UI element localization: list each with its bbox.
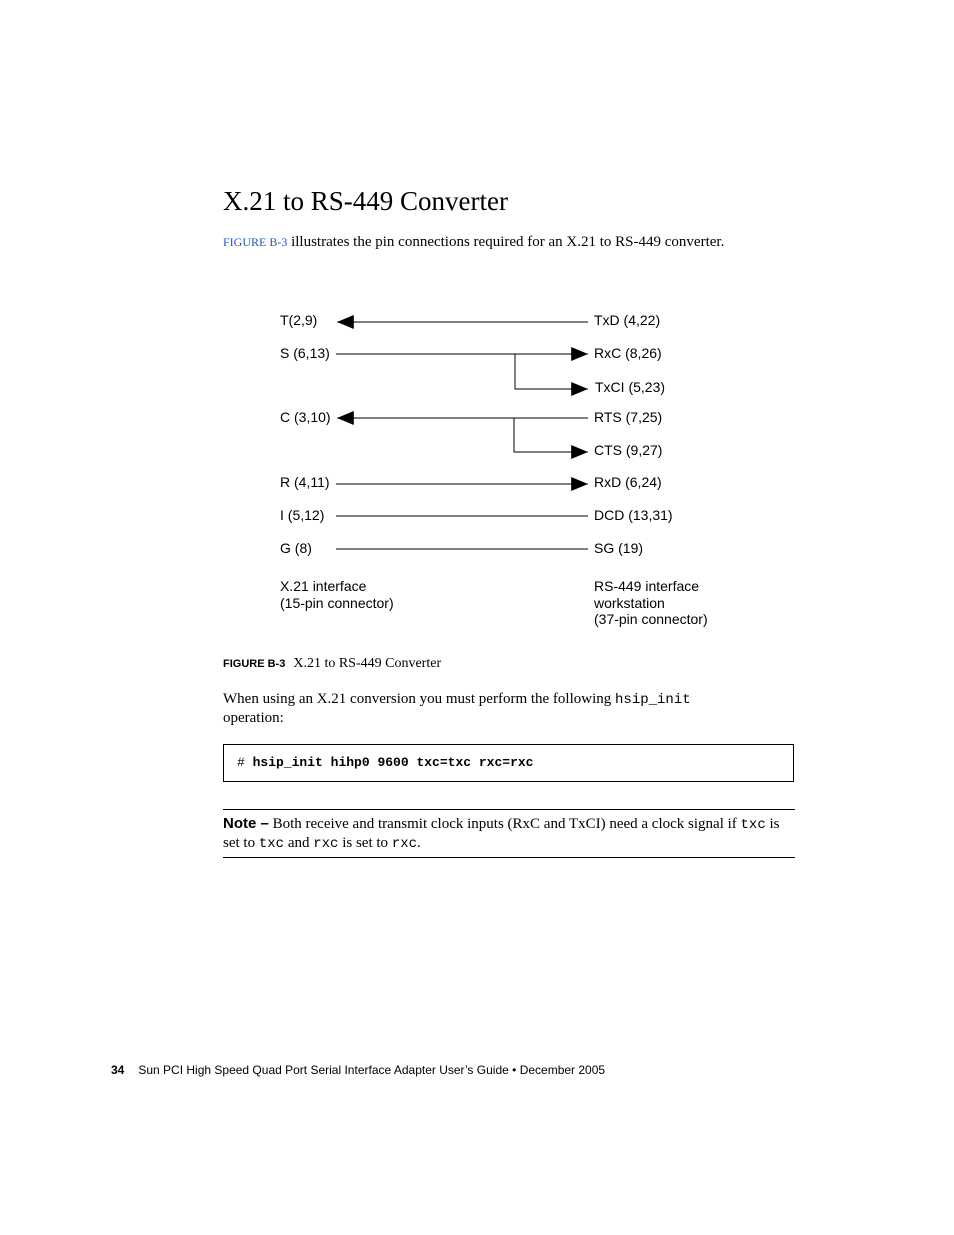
pin-label-g: G (8) [280, 540, 312, 556]
footer-title: Sun PCI High Speed Quad Port Serial Interface Adapter User’s Guide [138, 1063, 509, 1077]
rs449-connector-label: (37-pin connector) [594, 611, 708, 627]
pin-label-sg: SG (19) [594, 540, 644, 556]
note-text-2: is set to [223, 816, 780, 851]
figure-caption [223, 654, 441, 672]
para-code: hsip_init [615, 692, 691, 708]
x21-connector-label: (15-pin connector) [280, 595, 394, 611]
note-text-1: Both receive and transmit clock inputs (RxC and TxCI) need a clock signal if [268, 816, 741, 832]
note-block [223, 815, 795, 853]
pin-label-rts: RTS (7,25) [594, 409, 663, 425]
pin-label-c: C (3,10) [280, 409, 331, 425]
code-line [237, 755, 533, 770]
rs449-interface-label: RS-449 interface [594, 578, 700, 594]
code-prompt: # [237, 755, 245, 770]
section-title: X.21 to RS-449 Converter [223, 186, 508, 216]
pin-label-rxd: RxD (6,24) [594, 474, 662, 490]
footer-date: December 2005 [519, 1063, 606, 1077]
intro-text: illustrates the pin connections required for an X.21 to RS-449 converter. [287, 234, 725, 250]
note-rule-top [223, 809, 795, 810]
x21-interface-label: X.21 interface [280, 578, 367, 594]
note-code-3: rxc [313, 836, 339, 852]
code-command: hsip_init hihp0 9600 txc=txc rxc=rxc [252, 755, 534, 770]
code-block [223, 744, 794, 782]
para-text-1: When using an X.21 conversion you must perform the following [223, 691, 616, 707]
pin-label-rxc: RxC (8,26) [594, 345, 662, 361]
pin-label-i: I (5,12) [280, 507, 325, 523]
pin-label-dcd: DCD (13,31) [594, 507, 673, 523]
pin-label-s: S (6,13) [280, 345, 330, 361]
page-number: 34 [111, 1063, 125, 1077]
note-text-5: . [417, 835, 421, 851]
line-s-txci [515, 354, 588, 389]
line-c-cts [514, 418, 588, 452]
note-text-4: is set to [338, 835, 392, 851]
pin-label-cts: CTS (9,27) [594, 442, 663, 458]
pin-label-txci: TxCI (5,23) [595, 379, 666, 395]
note-text-3: and [284, 835, 314, 851]
pin-label-r: R (4,11) [280, 474, 330, 490]
note-code-1: txc [740, 817, 766, 833]
pin-label-txd: TxD (4,22) [594, 312, 661, 328]
body-paragraph [223, 690, 783, 727]
figure-label: FIGURE B-3 [223, 658, 286, 670]
para-text-2: operation: [223, 710, 284, 726]
page-footer [111, 1063, 605, 1077]
figure-xref-link[interactable]: FIGURE B-3 [223, 235, 288, 249]
rs449-workstation-label: workstation [594, 595, 665, 611]
note-code-2: txc [258, 836, 285, 852]
pin-label-t: T(2,9) [280, 312, 318, 328]
note-label: Note – [223, 815, 269, 832]
note-rule-bottom [223, 857, 795, 858]
footer-bullet: • [512, 1063, 517, 1077]
note-code-4: rxc [391, 836, 418, 852]
intro-paragraph [223, 234, 724, 251]
figure-caption-text: X.21 to RS-449 Converter [293, 656, 442, 671]
